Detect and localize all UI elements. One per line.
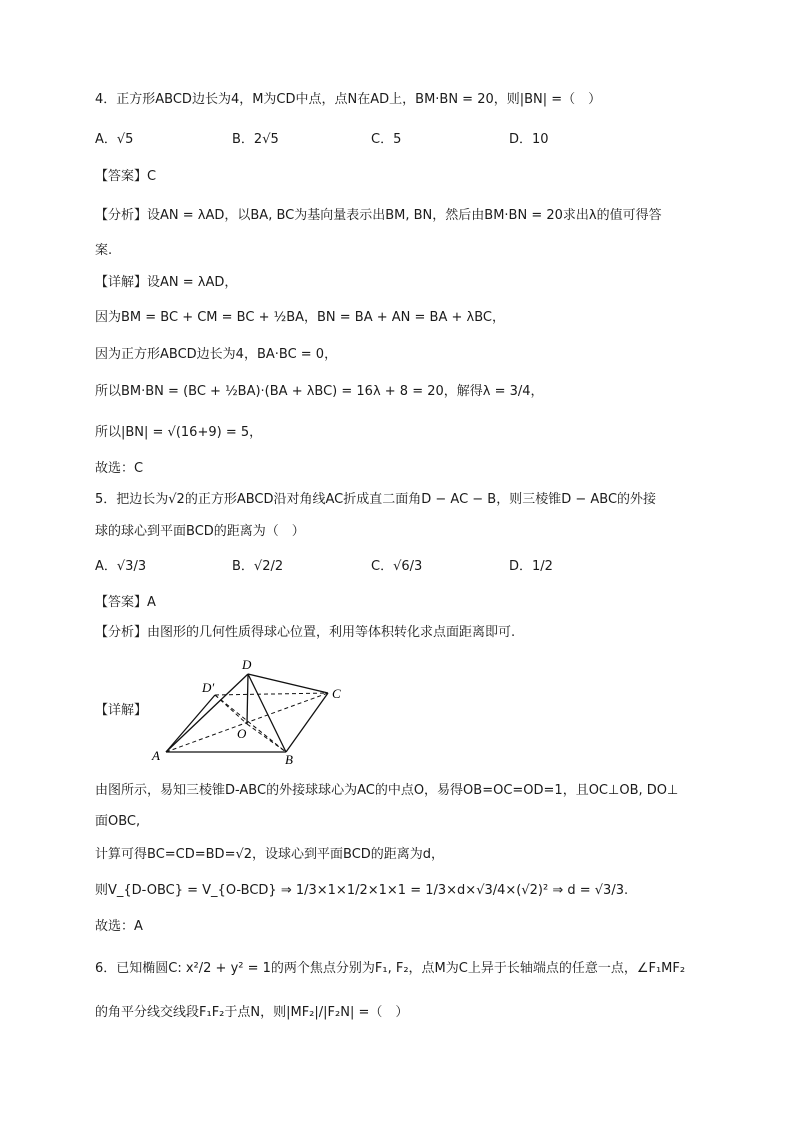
q6-stem-1: 6．已知椭圆C: x²/2 + y² = 1的两个焦点分别为F₁, F₂，点M为C上异于长轴端点的任意一点，∠F₁MF₂ [95, 961, 686, 976]
q4-option-b: B．2√5 [232, 132, 279, 147]
q5-explain-1: 由图所示，易知三棱锥D-ABC的外接球球心为AC的中点O，易得OB=OC=OD=1，且OC⊥OB, DO⊥ [95, 783, 679, 798]
label-C: C [332, 686, 341, 701]
analysis-tag: 【分析】 [95, 208, 148, 223]
edge-DB [248, 674, 286, 752]
label-D: D [242, 657, 252, 672]
edge-DpC-dashed [215, 693, 328, 695]
label-B: B [285, 752, 293, 766]
edge-DO [247, 674, 248, 724]
q5-explain-3: 计算可得BC=CD=BD=√2，设球心到平面BCD的距离为d， [95, 847, 445, 862]
q5-option-d: D．1/2 [509, 559, 553, 574]
edge-DC [248, 674, 328, 693]
q4-choose: 故选：C [95, 461, 144, 476]
q5-option-a: A．√3/3 [95, 559, 147, 574]
detail-tag: 【详解】 [95, 703, 148, 718]
edge-OB-dashed [247, 724, 286, 752]
label-A: A [152, 748, 160, 763]
q4-option-c: C．5 [371, 132, 402, 147]
q5-answer [95, 594, 156, 612]
answer-tag: 【答案】 [95, 169, 148, 184]
q4-detail-1 [95, 274, 237, 292]
edge-ADp [166, 695, 215, 752]
q4-detail-4: 所以BM·BN = (BC + ½BA)·(BA + λBC) = 16λ + 8 = 20，解得λ = 3/4， [95, 384, 544, 399]
q4-analysis-text: 设AN = λAD，以BA, BC为基向量表示出BM, BN，然后由BM·BN = 20求出λ的值可得答 [147, 208, 662, 223]
q4-detail-1-text: 设AN = λAD， [147, 275, 238, 290]
q4-option-a: A．√5 [95, 132, 134, 147]
q4-detail-5: 所以|BN| = √(16+9) = 5， [95, 425, 263, 440]
q5-analysis [95, 624, 515, 642]
q5-analysis-text: 由图形的几何性质得球心位置，利用等体积转化求点面距离即可. [147, 625, 516, 640]
answer-tag: 【答案】 [95, 595, 148, 610]
detail-tag: 【详解】 [95, 275, 148, 290]
q4-answer-value: C [147, 169, 157, 184]
analysis-tag: 【分析】 [95, 625, 148, 640]
tetrahedron-figure [148, 656, 348, 766]
q5-explain-2: 面OBC, [95, 814, 141, 829]
q5-explain-4: 则V_{D-OBC} = V_{O-BCD} ⇒ 1/3×1×1/2×1×1 = 1/3×d×√3/4×(√2)² ⇒ d = √3/3. [95, 883, 629, 898]
q4-option-d: D．10 [509, 132, 549, 147]
q5-stem-2: 球的球心到平面BCD的距离为（ ） [95, 524, 305, 539]
q6-stem-2: 的角平分线交线段F₁F₂于点N，则|MF₂|/|F₂N| =（ ） [95, 1005, 409, 1020]
q5-choose: 故选：A [95, 919, 143, 934]
q4-detail-2: 因为BM = BC + CM = BC + ½BA，BN = BA + AN = BA + λBC， [95, 310, 505, 325]
edge-DpB-dashed [215, 695, 286, 752]
q5-answer-value: A [147, 595, 156, 610]
label-Dprime: D′ [202, 680, 215, 695]
q5-option-b: B．√2/2 [232, 559, 284, 574]
edge-BC [286, 693, 328, 752]
q4-detail-3: 因为正方形ABCD边长为4，BA·BC = 0， [95, 347, 338, 362]
edge-DpO-dashed [215, 695, 247, 724]
q5-stem-1: 5．把边长为√2的正方形ABCD沿对角线AC折成直二面角D − AC − B，则三棱锥D − ABC的外接 [95, 492, 657, 507]
q4-analysis-cont: 案. [95, 243, 113, 258]
q4-answer [95, 168, 156, 186]
label-O: O [237, 726, 247, 741]
q5-option-c: C．√6/3 [371, 559, 423, 574]
q4-analysis [95, 207, 662, 225]
q5-detail-tag [95, 702, 147, 720]
q4-stem-text: 4．正方形ABCD边长为4，M为CD中点，点N在AD上，BM·BN = 20，则|BN| =（ ） [95, 92, 602, 107]
q4-stem [95, 91, 601, 109]
